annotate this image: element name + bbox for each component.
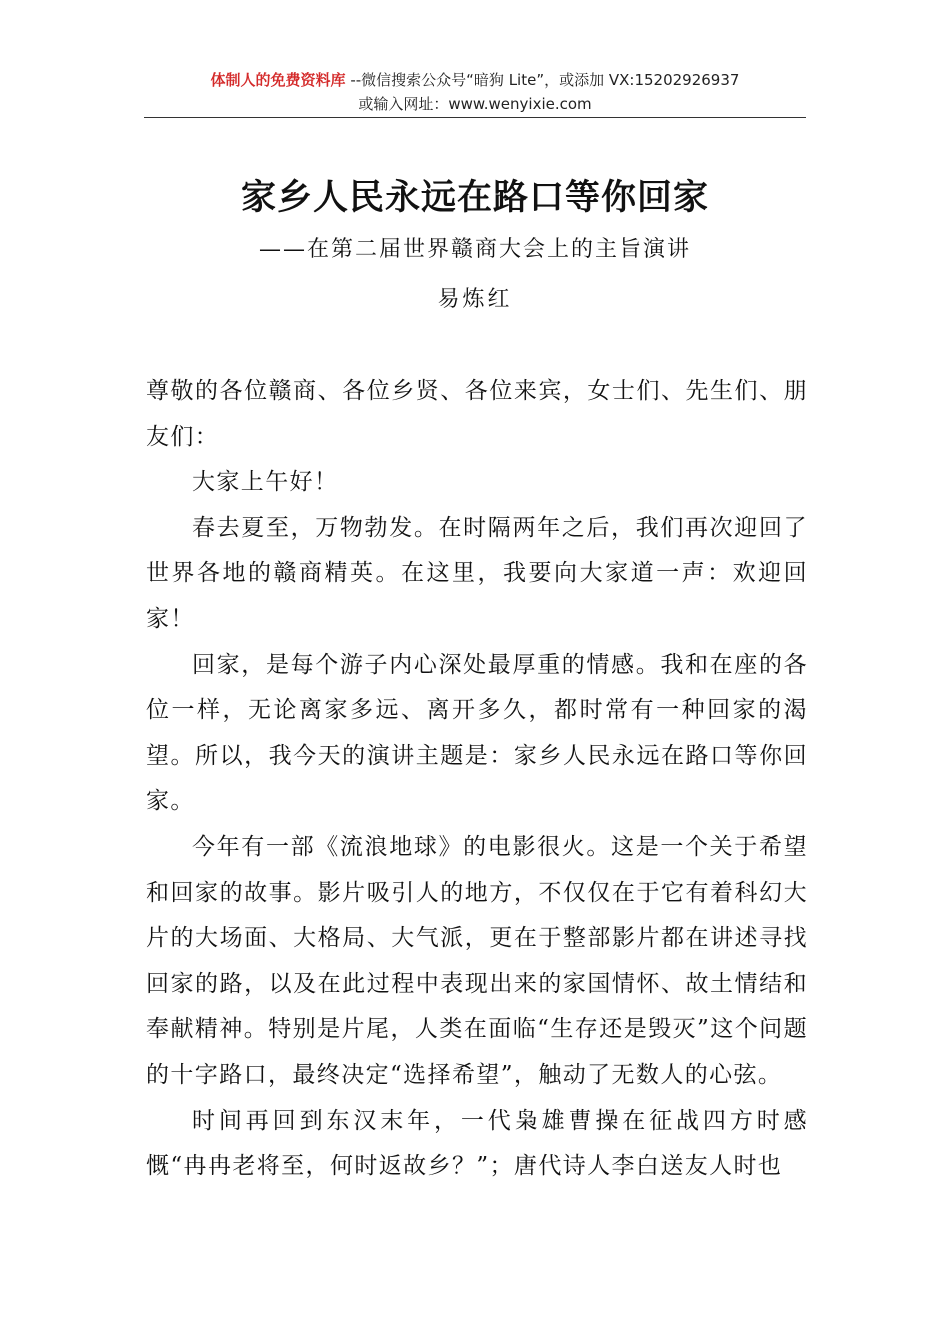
watermark-contact: --微信搜索公众号“暗狗 Lite”，或添加 VX:15202926937 [345,71,740,89]
document-author: 易炼红 [437,287,513,312]
watermark-brand: 体制人的免费资料库 [210,71,346,89]
document-title: 家乡人民永远在路口等你回家 [240,177,709,218]
paragraph: 时间再回到东汉末年，一代枭雄曹操在征战四方时感慨“冉冉老将至，何时返故乡？”；唐代诗人李白送友人时也 [146,1107,808,1180]
watermark-line-2: 或输入网址：www.wenyixie.com [358,95,592,113]
document-subtitle: ——在第二届世界赣商大会上的主旨演讲 [258,237,691,262]
paragraph: 春去夏至，万物勃发。在时隔两年之后，我们再次迎回了世界各地的赣商精英。在这里，我要向大家道一声：欢迎回家！ [146,514,808,632]
paragraph-salutation: 尊敬的各位赣商、各位乡贤、各位来宾，女士们、先生们、朋友们： [146,378,808,450]
paragraph-greeting: 大家上午好！ [192,469,339,496]
header-divider [144,117,806,118]
paragraph: 今年有一部《流浪地球》的电影很火。这是一个关于希望和回家的故事。影片吸引人的地方，不仅仅在于它有着科幻大片的大场面、大格局、大气派，更在于整部影片都在讲述寻找回家的路，以及在此过程中表现出来的家国情怀、故土情结和奉献精神。特别是片尾，人类在面临“生存还是毁灭”这个问题的十字路口，最终决定“选择希望”，触动了无数人的心弦。 [146,833,808,1088]
watermark-line-1 [144,68,806,92]
document-body [146,369,808,1190]
paragraph: 回家，是每个游子内心深处最厚重的情感。我和在座的各位一样，无论离家多远、离开多久，都时常有一种回家的渴望。所以，我今天的演讲主题是：家乡人民永远在路口等你回家。 [146,651,808,815]
watermark-header [144,68,806,116]
